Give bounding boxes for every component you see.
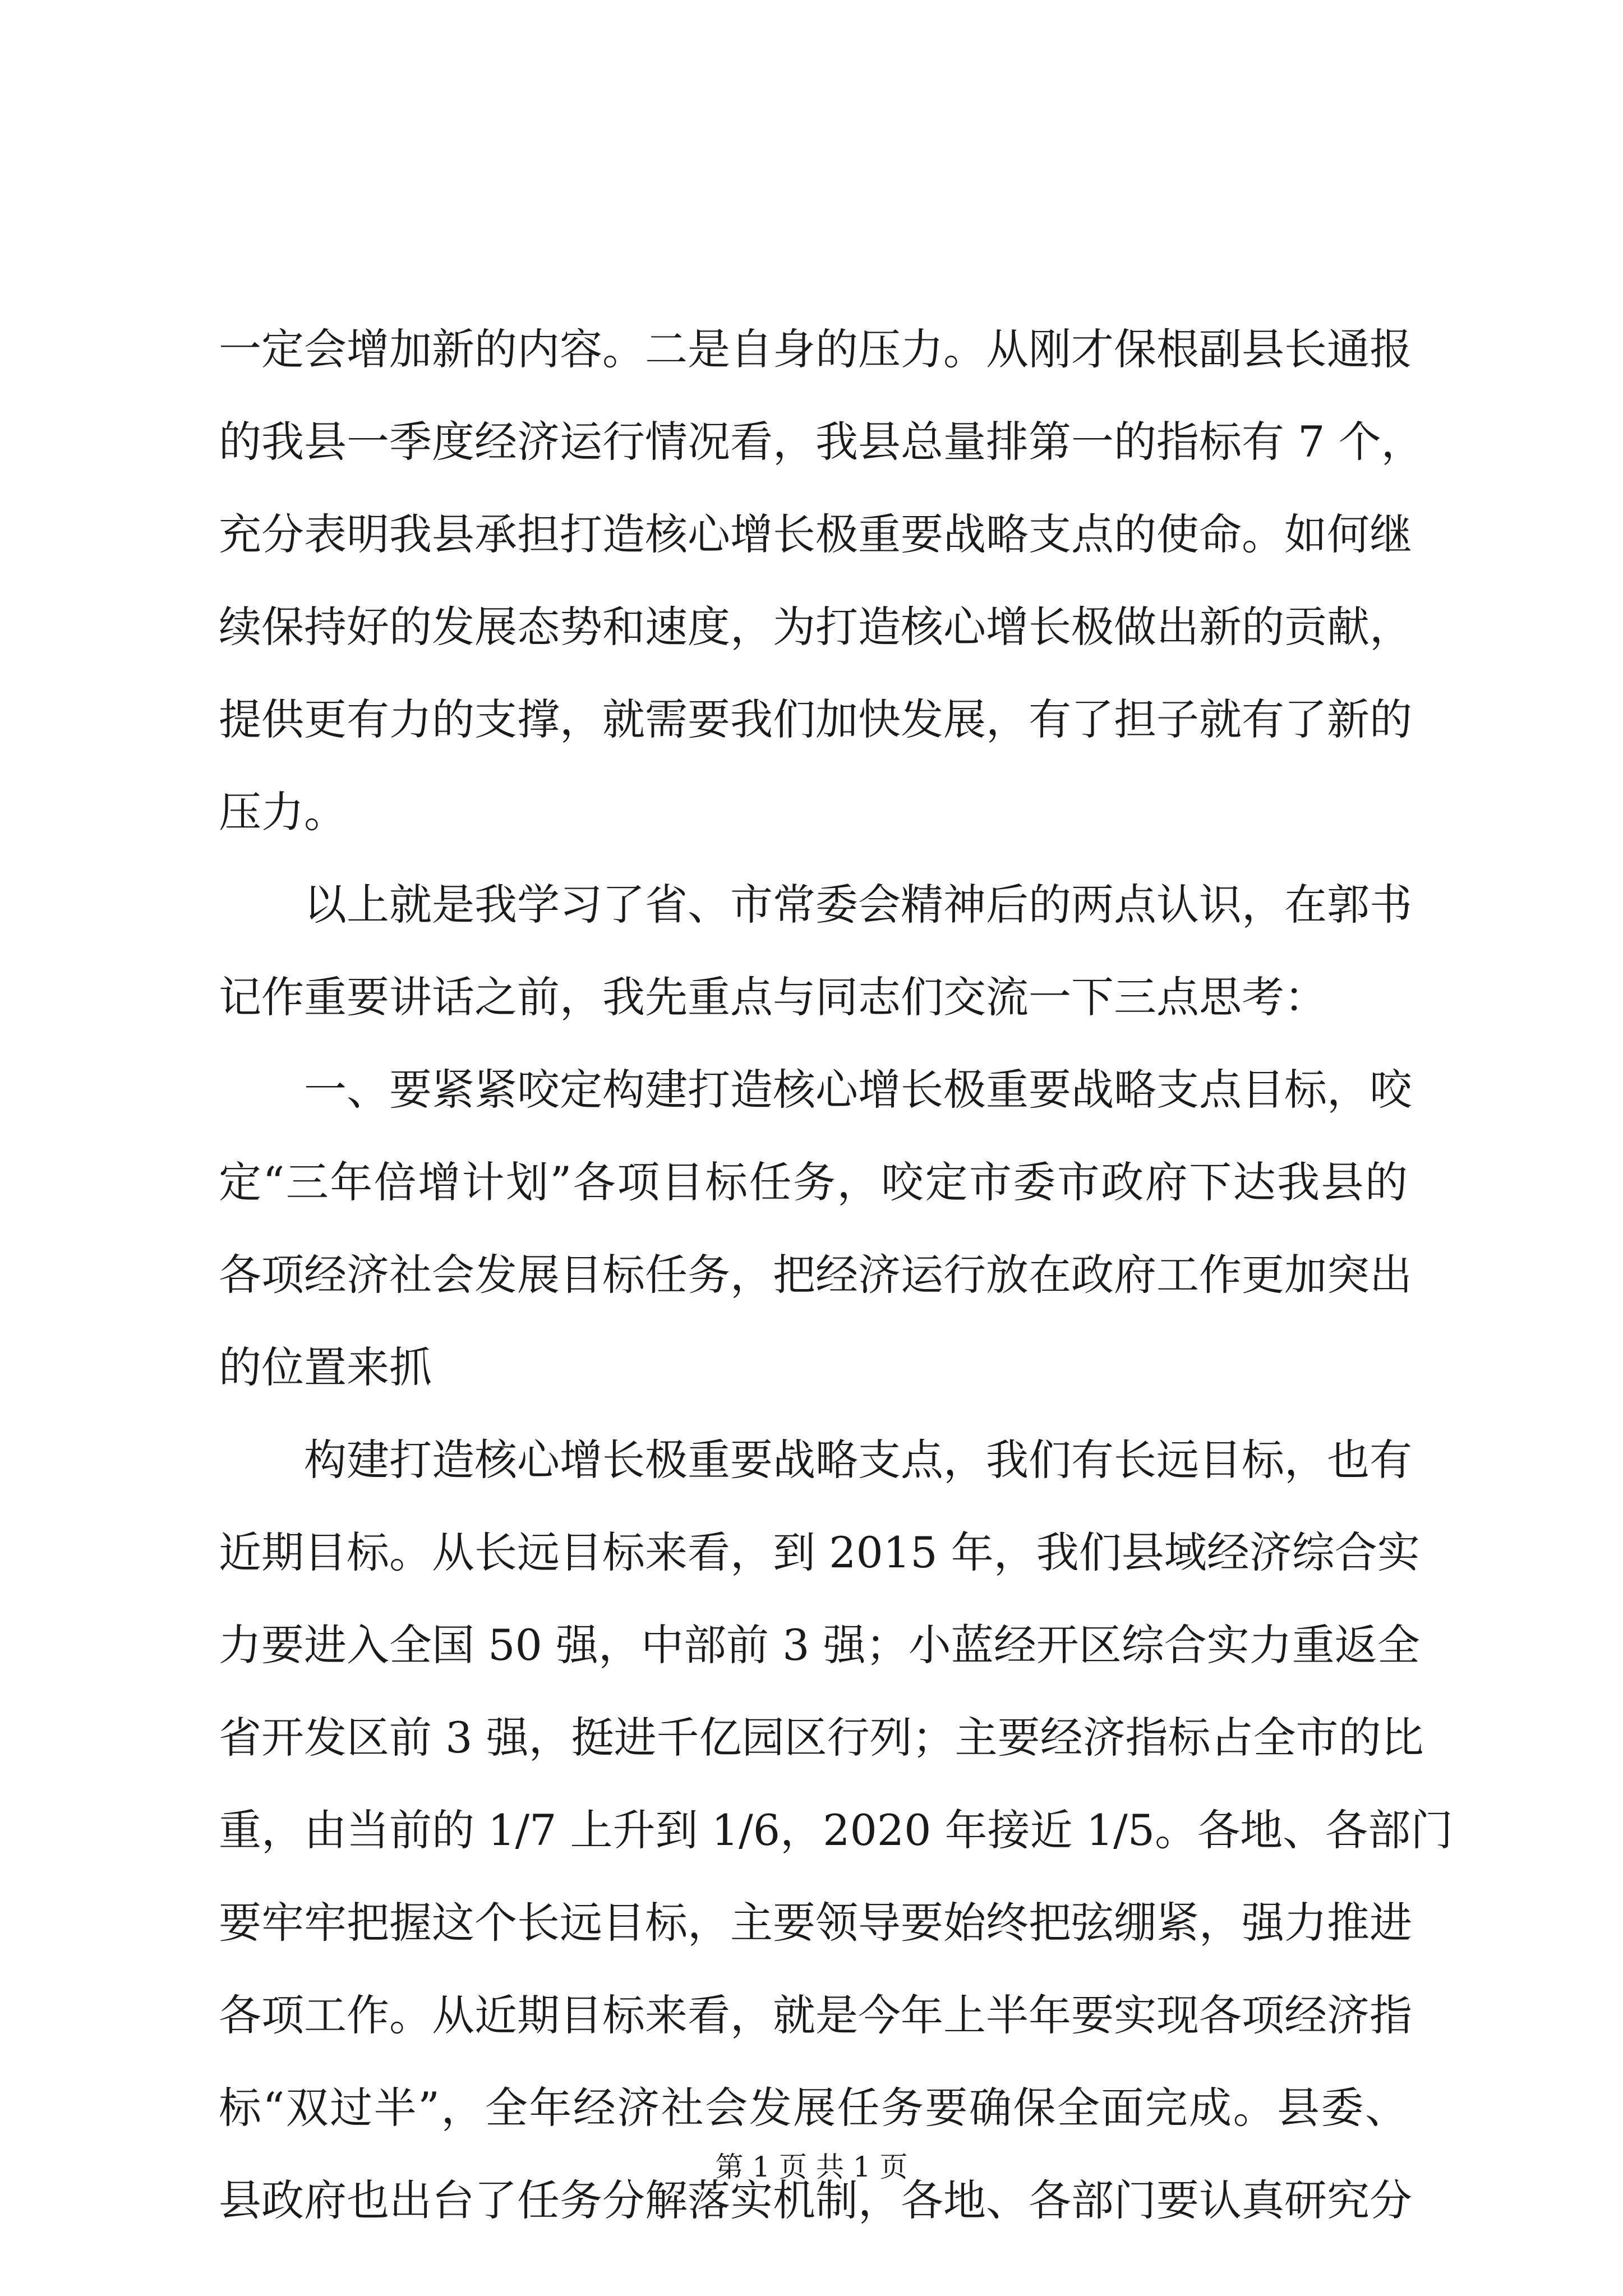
section-heading-line: 定“三年倍增计划”各项目标任务，咬定市委市政府下达我县的 [219, 1157, 1408, 1207]
section-heading-line: 各项经济社会发展目标任务，把经济运行放在政府工作更加突出 [219, 1250, 1412, 1300]
text-line: 压力。 [219, 787, 347, 837]
text-line: 提供更有力的支撑，就需要我们加快发展，有了担子就有了新的 [219, 694, 1412, 744]
text-line: 构建打造核心增长极重要战略支点，我们有长远目标，也有 [219, 1435, 1412, 1485]
text-line: 标“双过半”，全年经济社会发展任务要确保全面完成。县委、 [219, 2083, 1408, 2133]
section-heading-line: 一、要紧紧咬定构建打造核心增长极重要战略支点目标，咬 [219, 1065, 1412, 1115]
section-heading-line: 的位置来抓 [219, 1342, 432, 1392]
text-line: 力要进入全国 50 强，中部前 3 强；小蓝经开区综合实力重返全 [219, 1620, 1420, 1670]
text-line: 省开发区前 3 强，挺进千亿园区行列；主要经济指标占全市的比 [219, 1713, 1424, 1763]
text-line: 记作重要讲话之前，我先重点与同志们交流一下三点思考： [219, 972, 1327, 1022]
text-line: 续保持好的发展态势和速度，为打造核心增长极做出新的贡献， [219, 602, 1412, 652]
text-line: 县政府也出台了任务分解落实机制，各地、各部门要认真研究分 [219, 2175, 1412, 2225]
text-line: 一定会增加新的内容。二是自身的压力。从刚才保根副县长通报 [219, 324, 1412, 374]
text-line: 重，由当前的 1/7 上升到 1/6，2020 年接近 1/5。各地、各部门 [219, 1805, 1454, 1855]
text-line: 以上就是我学习了省、市常委会精神后的两点认识，在郭书 [219, 880, 1412, 930]
text-line: 要牢牢把握这个长远目标，主要领导要始终把弦绷紧，强力推进 [219, 1898, 1412, 1948]
text-line: 近期目标。从长远目标来看，到 2015 年，我们县域经济综合实 [219, 1527, 1420, 1577]
page-footer: 第 1 页 共 1 页 [715, 2151, 908, 2183]
text-line: 充分表明我县承担打造核心增长极重要战略支点的使命。如何继 [219, 509, 1412, 559]
text-line: 的我县一季度经济运行情况看，我县总量排第一的指标有 7 个， [219, 417, 1424, 467]
document-body [219, 303, 1454, 2247]
text-line: 各项工作。从近期目标来看，就是今年上半年要实现各项经济指 [219, 1990, 1412, 2040]
